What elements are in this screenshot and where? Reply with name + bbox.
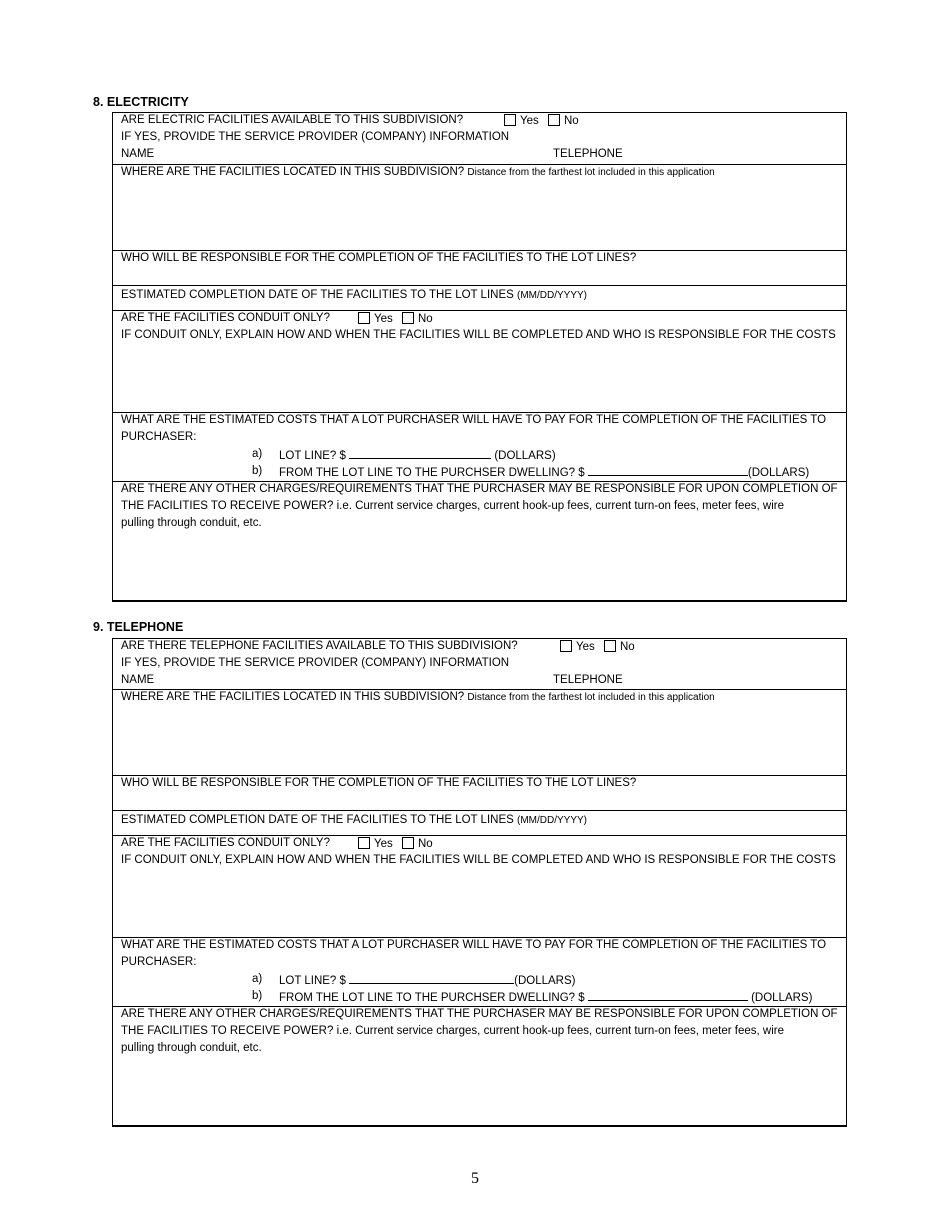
cost-b-marker: b) <box>252 990 263 1002</box>
costs-question-line2: PURCHASER: <box>121 431 197 443</box>
provider-cell <box>113 639 846 690</box>
completion-date-cell[interactable] <box>113 286 846 311</box>
other-charges-line3: pulling through conduit, etc. <box>121 1042 262 1054</box>
completion-date-label: ESTIMATED COMPLETION DATE OF THE FACILITIES TO THE LOT LINES (MM/DD/YYYY) <box>121 814 587 826</box>
location-question: WHERE ARE THE FACILITIES LOCATED IN THIS SUBDIVISION? Distance from the farthest lot included in this application <box>121 691 715 703</box>
costs-question-line1: WHAT ARE THE ESTIMATED COSTS THAT A LOT PURCHASER WILL HAVE TO PAY FOR THE COMPLETION OF THE FACILITIES TO <box>121 939 827 951</box>
cost-a-label: LOT LINE? $ <box>279 975 346 987</box>
cost-b-row <box>279 990 812 1004</box>
other-charges-line2: THE FACILITIES TO RECEIVE POWER? i.e. Current service charges, current hook-up fees, current turn-on fees, meter fees, wire <box>121 500 784 512</box>
yes-label: Yes <box>374 838 393 850</box>
provider-cell <box>113 113 846 165</box>
conduit-options <box>358 312 433 325</box>
page-number: 5 <box>471 1170 479 1187</box>
cost-a-unit: (DOLLARS) <box>514 975 576 987</box>
location-cell[interactable] <box>113 165 846 251</box>
cost-b-row <box>279 465 809 479</box>
cost-b-blank[interactable] <box>588 465 748 476</box>
yes-checkbox[interactable] <box>504 114 516 126</box>
other-charges-cell[interactable] <box>113 1007 846 1125</box>
cost-a-blank[interactable] <box>349 973 514 984</box>
telephone-label: TELEPHONE <box>553 148 623 160</box>
conduit-cell[interactable] <box>113 311 846 413</box>
telephone-form <box>112 638 847 1127</box>
conduit-question: ARE THE FACILITIES CONDUIT ONLY? <box>121 837 330 849</box>
conduit-question: ARE THE FACILITIES CONDUIT ONLY? <box>121 312 330 324</box>
cost-a-label: LOT LINE? $ <box>279 450 346 462</box>
conduit-no-checkbox[interactable] <box>402 312 414 324</box>
conduit-explain: IF CONDUIT ONLY, EXPLAIN HOW AND WHEN THE FACILITIES WILL BE COMPLETED AND WHO IS RESPONSIBLE FOR THE COSTS <box>121 329 836 341</box>
no-label: No <box>563 115 579 127</box>
location-cell[interactable] <box>113 690 846 776</box>
other-charges-line3: pulling through conduit, etc. <box>121 517 262 529</box>
yes-label: Yes <box>576 641 595 653</box>
availability-question: ARE ELECTRIC FACILITIES AVAILABLE TO THIS SUBDIVISION? <box>121 114 464 126</box>
availability-question: ARE THERE TELEPHONE FACILITIES AVAILABLE TO THIS SUBDIVISION? <box>121 640 518 652</box>
yes-label: Yes <box>374 313 393 325</box>
other-charges-line1: ARE THERE ANY OTHER CHARGES/REQUIREMENTS THAT THE PURCHASER MAY BE RESPONSIBLE FOR UPON COMPLETION OF <box>121 483 838 495</box>
cost-a-row <box>279 448 556 462</box>
yes-label: Yes <box>520 115 539 127</box>
provider-prompt: IF YES, PROVIDE THE SERVICE PROVIDER (COMPANY) INFORMATION <box>121 657 510 669</box>
responsible-cell[interactable] <box>113 776 846 811</box>
date-format: (MM/DD/YYYY) <box>516 815 587 826</box>
cost-b-unit: (DOLLARS) <box>747 467 810 479</box>
cost-b-unit: (DOLLARS) <box>751 992 813 1004</box>
conduit-yes-checkbox[interactable] <box>358 312 370 324</box>
no-checkbox[interactable] <box>548 114 560 126</box>
cost-a-marker: a) <box>252 973 263 985</box>
location-note: Distance from the farthest lot included in this application <box>467 167 715 178</box>
availability-options <box>560 640 635 653</box>
no-label: No <box>417 838 433 850</box>
conduit-explain: IF CONDUIT ONLY, EXPLAIN HOW AND WHEN THE FACILITIES WILL BE COMPLETED AND WHO IS RESPONSIBLE FOR THE COSTS <box>121 854 836 866</box>
completion-date-cell[interactable] <box>113 811 846 836</box>
conduit-no-checkbox[interactable] <box>402 837 414 849</box>
costs-question-line2: PURCHASER: <box>121 956 197 968</box>
conduit-options <box>358 837 433 850</box>
other-charges-line2: THE FACILITIES TO RECEIVE POWER? i.e. Current service charges, current hook-up fees, current turn-on fees, meter fees, wire <box>121 1025 784 1037</box>
no-label: No <box>619 641 635 653</box>
telephone-label: TELEPHONE <box>553 674 623 686</box>
other-charges-cell[interactable] <box>113 482 846 600</box>
costs-cell <box>113 413 846 482</box>
availability-options <box>504 114 579 127</box>
name-label: NAME <box>121 674 155 686</box>
cost-b-marker: b) <box>252 465 263 477</box>
cost-a-blank[interactable] <box>349 448 491 459</box>
conduit-yes-checkbox[interactable] <box>358 837 370 849</box>
electricity-form <box>112 112 847 602</box>
responsible-question: WHO WILL BE RESPONSIBLE FOR THE COMPLETION OF THE FACILITIES TO THE LOT LINES? <box>121 777 637 789</box>
no-checkbox[interactable] <box>604 640 616 652</box>
no-label: No <box>417 313 433 325</box>
section-heading-telephone: 9. TELEPHONE <box>93 620 184 634</box>
date-format: (MM/DD/YYYY) <box>516 290 587 301</box>
cost-b-blank[interactable] <box>588 990 748 1001</box>
cost-a-unit: (DOLLARS) <box>494 450 556 462</box>
provider-prompt: IF YES, PROVIDE THE SERVICE PROVIDER (COMPANY) INFORMATION <box>121 131 510 143</box>
cost-b-label: FROM THE LOT LINE TO THE PURCHSER DWELLING? $ <box>279 992 585 1004</box>
cost-a-marker: a) <box>252 448 263 460</box>
costs-question-line1: WHAT ARE THE ESTIMATED COSTS THAT A LOT PURCHASER WILL HAVE TO PAY FOR THE COMPLETION OF THE FACILITIES TO <box>121 414 827 426</box>
section-heading-electricity: 8. ELECTRICITY <box>93 95 189 109</box>
location-note: Distance from the farthest lot included in this application <box>467 692 715 703</box>
yes-checkbox[interactable] <box>560 640 572 652</box>
responsible-cell[interactable] <box>113 251 846 286</box>
cost-b-label: FROM THE LOT LINE TO THE PURCHSER DWELLING? $ <box>279 467 585 479</box>
cost-a-row <box>279 973 575 987</box>
completion-date-label: ESTIMATED COMPLETION DATE OF THE FACILITIES TO THE LOT LINES (MM/DD/YYYY) <box>121 289 587 301</box>
costs-cell <box>113 938 846 1007</box>
name-label: NAME <box>121 148 155 160</box>
conduit-cell[interactable] <box>113 836 846 938</box>
responsible-question: WHO WILL BE RESPONSIBLE FOR THE COMPLETION OF THE FACILITIES TO THE LOT LINES? <box>121 252 637 264</box>
location-question: WHERE ARE THE FACILITIES LOCATED IN THIS SUBDIVISION? Distance from the farthest lot included in this application <box>121 166 715 178</box>
other-charges-line1: ARE THERE ANY OTHER CHARGES/REQUIREMENTS THAT THE PURCHASER MAY BE RESPONSIBLE FOR UPON COMPLETION OF <box>121 1008 838 1020</box>
